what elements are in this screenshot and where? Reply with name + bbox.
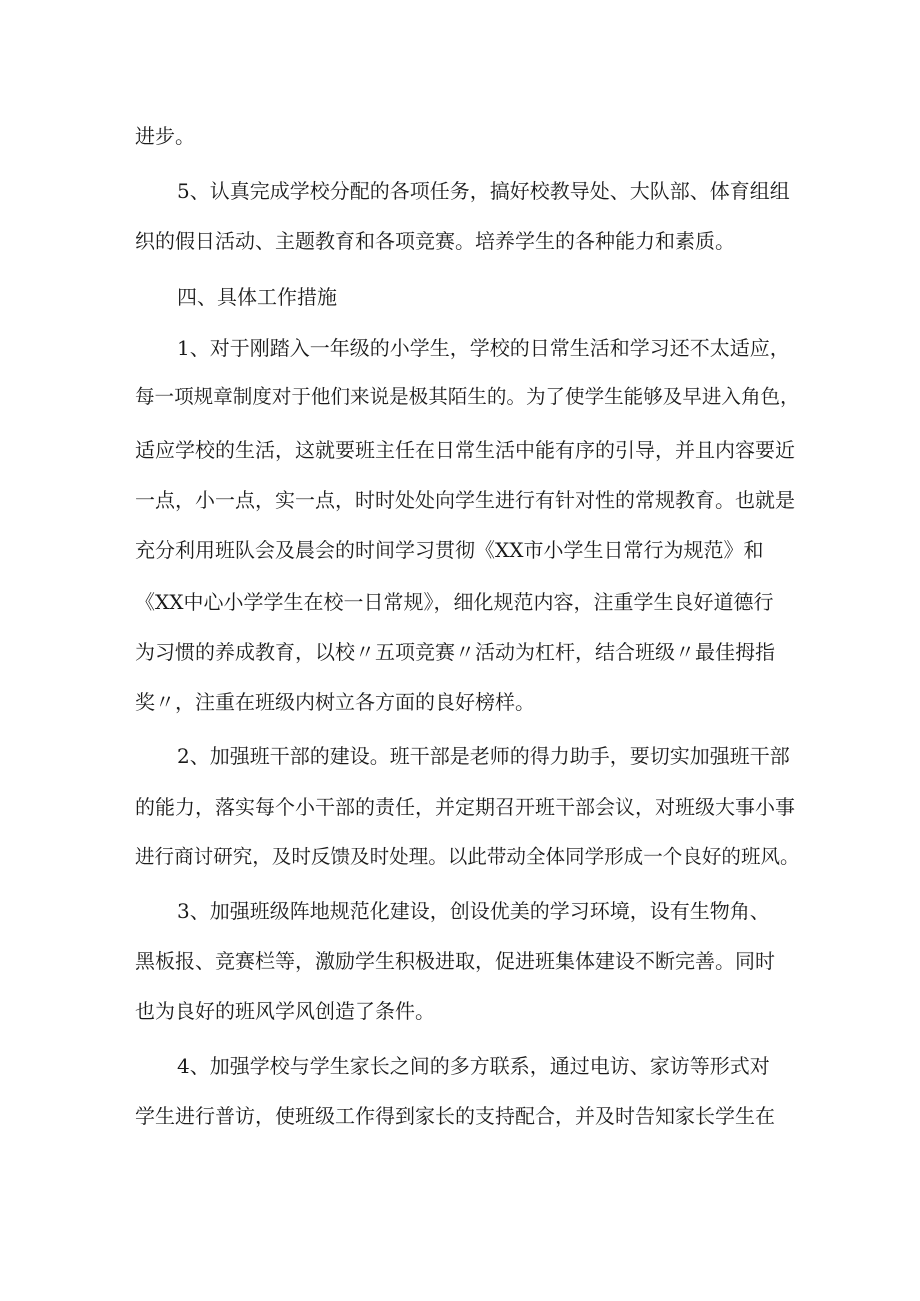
text-line: 1、对于刚踏入一年级的小学生，学校的日常生活和学习还不太适应， bbox=[177, 336, 790, 360]
text-line: 学生进行普访，使班级工作得到家长的支持配合，并及时告知家长学生在 bbox=[135, 1104, 775, 1128]
text-line: 的能力，落实每个小干部的责任，并定期召开班干部会议，对班级大事小事 bbox=[135, 795, 795, 819]
text-line: 也为良好的班风学风创造了条件。 bbox=[135, 999, 435, 1023]
text-line: 4、加强学校与学生家长之间的多方联系，通过电访、家访等形式对 bbox=[177, 1054, 770, 1078]
text-line: 织的假日活动、主题教育和各项竞赛。培养学生的各种能力和素质。 bbox=[135, 229, 735, 253]
text-line: 每一项规章制度对于他们来说是极其陌生的。为了使学生能够及早进入角色， bbox=[135, 385, 800, 408]
text-line: 3、加强班级阵地规范化建设，创设优美的学习环境，设有生物角、 bbox=[177, 899, 770, 923]
text-line: 2、加强班干部的建设。班干部是老师的得力助手，要切实加强班干部 bbox=[177, 744, 790, 768]
text-line: 5、认真完成学校分配的各项任务，搞好校教导处、大队部、体育组组 bbox=[177, 179, 790, 203]
text-line: 为习惯的养成教育，以校〃五项竞赛〃活动为杠杆，结合班级〃最佳拇指 bbox=[135, 640, 775, 664]
text-line: 《XX中心小学学生在校一日常规》，细化规范内容，注重学生良好道德行 bbox=[135, 590, 774, 614]
text-line: 进步。 bbox=[135, 124, 195, 148]
text-line: 一点，小一点，实一点，时时处处向学生进行有针对性的常规教育。也就是 bbox=[135, 488, 795, 512]
text-line: 奖〃，注重在班级内树立各方面的良好榜样。 bbox=[135, 690, 535, 714]
section-heading: 四、具体工作措施 bbox=[177, 285, 337, 309]
text-line: 适应学校的生活，这就要班主任在日常生活中能有序的引导，并且内容要近 bbox=[135, 438, 795, 462]
text-line: 黑板报、竞赛栏等，激励学生积极进取，促进班集体建设不断完善。同时 bbox=[135, 949, 775, 973]
text-line: 充分利用班队会及晨会的时间学习贯彻《XX市小学生日常行为规范》和 bbox=[135, 538, 764, 562]
text-line: 进行商讨研究，及时反馈及时处理。以此带动全体同学形成一个良好的班风。 bbox=[135, 845, 800, 868]
